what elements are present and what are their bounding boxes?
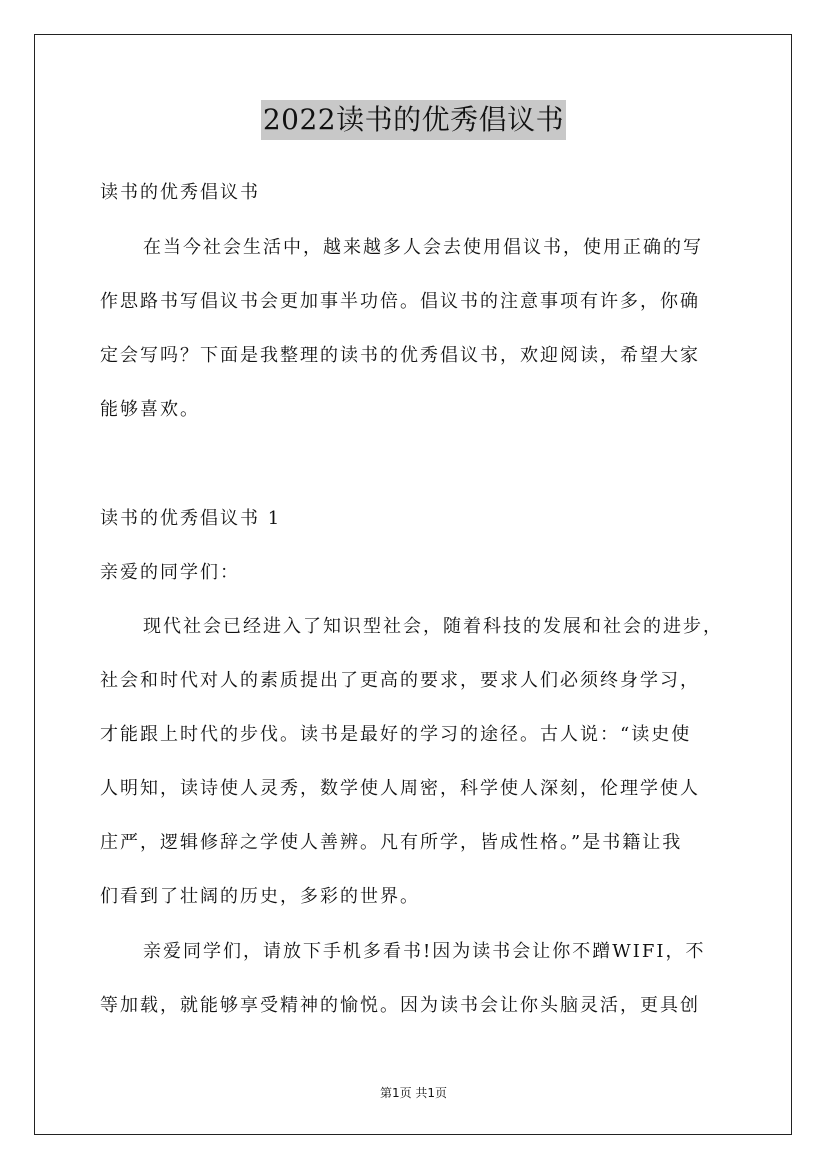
paragraph-line: 才能跟上时代的步伐。读书是最好的学习的途径。古人说：“读史使 [100, 724, 692, 745]
paragraph-line: 定会写吗？下面是我整理的读书的优秀倡议书，欢迎阅读，希望大家 [100, 345, 700, 366]
paragraph-line: 们看到了壮阔的历史，多彩的世界。 [100, 886, 420, 907]
paragraph-line: 人明知，读诗使人灵秀，数学使人周密，科学使人深刻，伦理学使人 [100, 778, 700, 799]
paragraph-line: 亲爱同学们，请放下手机多看书!因为读书会让你不蹭WIFI，不 [143, 941, 706, 962]
paragraph-line: 社会和时代对人的素质提出了更高的要求，要求人们必须终身学习， [100, 670, 700, 691]
section-heading: 读书的优秀倡议书 1 [100, 508, 282, 529]
paragraph-line: 作思路书写倡议书会更加事半功倍。倡议书的注意事项有许多，你确 [100, 291, 700, 312]
document-title: 2022读书的优秀倡议书 [261, 100, 566, 140]
paragraph-line: 庄严，逻辑修辞之学使人善辨。凡有所学，皆成性格。”是书籍让我 [100, 832, 683, 853]
salutation: 亲爱的同学们： [100, 562, 240, 583]
section-heading: 读书的优秀倡议书 [100, 182, 260, 203]
paragraph-line: 在当今社会生活中，越来越多人会去使用倡议书，使用正确的写 [143, 237, 703, 258]
paragraph-line: 现代社会已经进入了知识型社会，随着科技的发展和社会的进步， [143, 616, 723, 637]
paragraph-line: 等加载，就能够享受精神的愉悦。因为读书会让你头脑灵活，更具创 [100, 995, 700, 1016]
title-container [0, 100, 827, 140]
paragraph-line: 能够喜欢。 [100, 399, 200, 420]
page-footer: 第1页 共1页 [379, 1086, 448, 1100]
